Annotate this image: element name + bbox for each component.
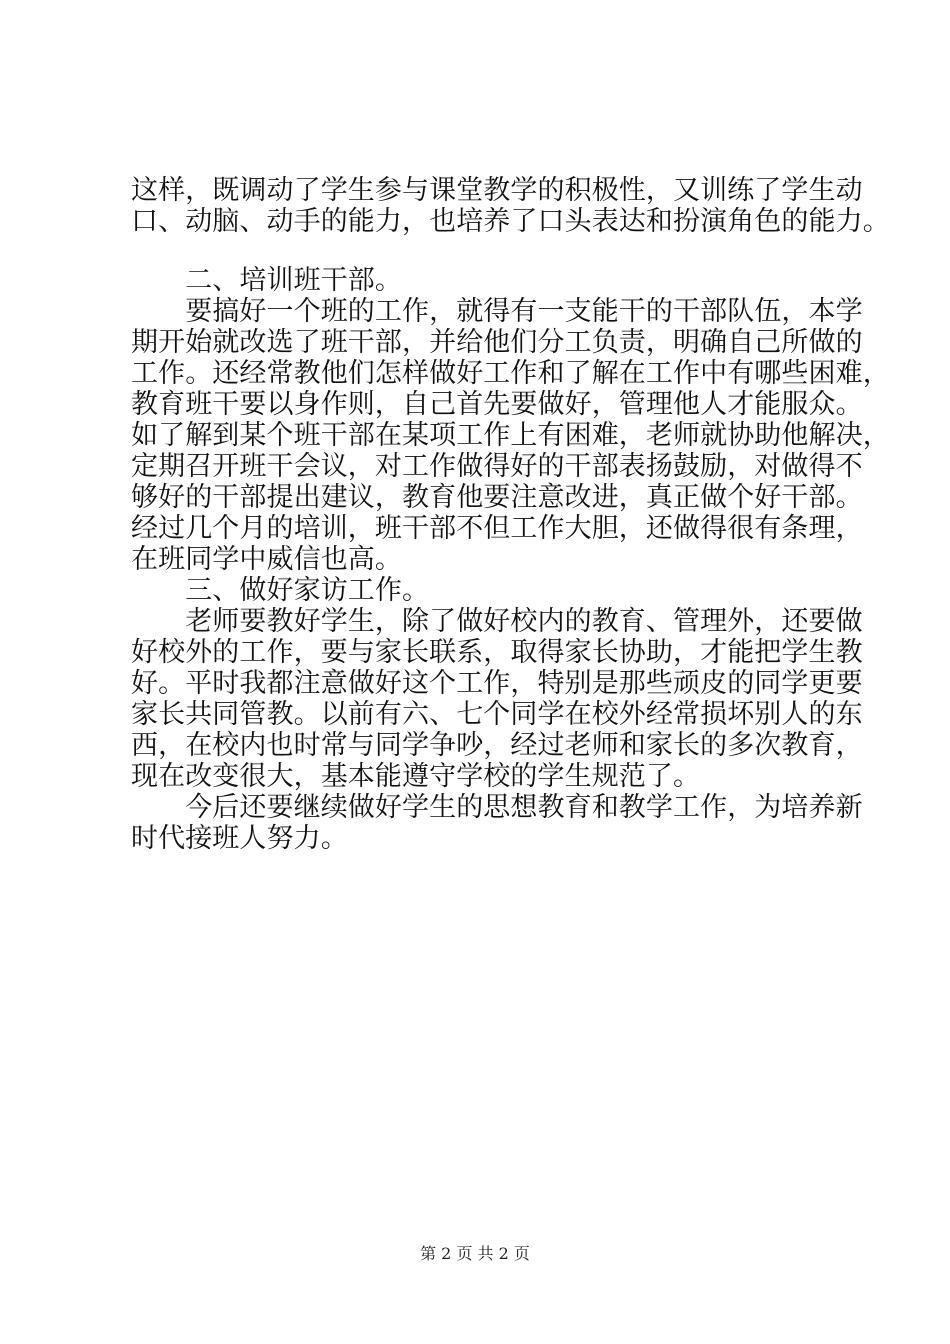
page-footer: 第 2 页 共 2 页 (420, 1244, 530, 1263)
text-line: 口、动脑、动手的能力，也培养了口头表达和扮演角色的能力。 (131, 206, 890, 237)
text-line: 家长共同管教。以前有六、七个同学在校外经常损坏别人的东 (131, 699, 863, 730)
section-heading: 二、培训班干部。 (131, 265, 402, 296)
text-line: 现在改变很大，基本能遵守学校的学生规范了。 (131, 761, 701, 792)
text-line: 教育班干要以身作则，自己首先要做好，管理他人才能服众。 (131, 389, 863, 420)
text-line: 够好的干部提出建议，教育他要注意改进，真正做个好干部。 (131, 482, 863, 513)
text-line: 定期召开班干会议，对工作做得好的干部表扬鼓励，对做得不 (131, 451, 863, 482)
text-line: 今后还要继续做好学生的思想教育和教学工作，为培养新 (131, 792, 863, 823)
text-line: 老师要教好学生，除了做好校内的教育、管理外，还要做 (131, 606, 863, 637)
text-line: 如了解到某个班干部在某项工作上有困难，老师就协助他解决， (131, 420, 890, 451)
text-line: 在班同学中威信也高。 (131, 544, 402, 575)
section-heading: 三、做好家访工作。 (131, 575, 430, 606)
text-line: 期开始就改选了班干部，并给他们分工负责，明确自己所做的 (131, 327, 863, 358)
text-line: 工作。还经常教他们怎样做好工作和了解在工作中有哪些困难， (131, 358, 890, 389)
text-line: 要搞好一个班的工作，就得有一支能干的干部队伍，本学 (131, 296, 863, 327)
text-line: 这样，既调动了学生参与课堂教学的积极性，又训练了学生动 (131, 175, 863, 206)
text-line: 时代接班人努力。 (131, 823, 348, 854)
text-line: 好。平时我都注意做好这个工作，特别是那些顽皮的同学更要 (131, 668, 863, 699)
text-line: 经过几个月的培训，班干部不但工作大胆，还做得很有条理， (131, 513, 863, 544)
text-line: 好校外的工作，要与家长联系，取得家长协助，才能把学生教 (131, 637, 863, 668)
text-line: 西，在校内也时常与同学争吵，经过老师和家长的多次教育， (131, 730, 863, 761)
